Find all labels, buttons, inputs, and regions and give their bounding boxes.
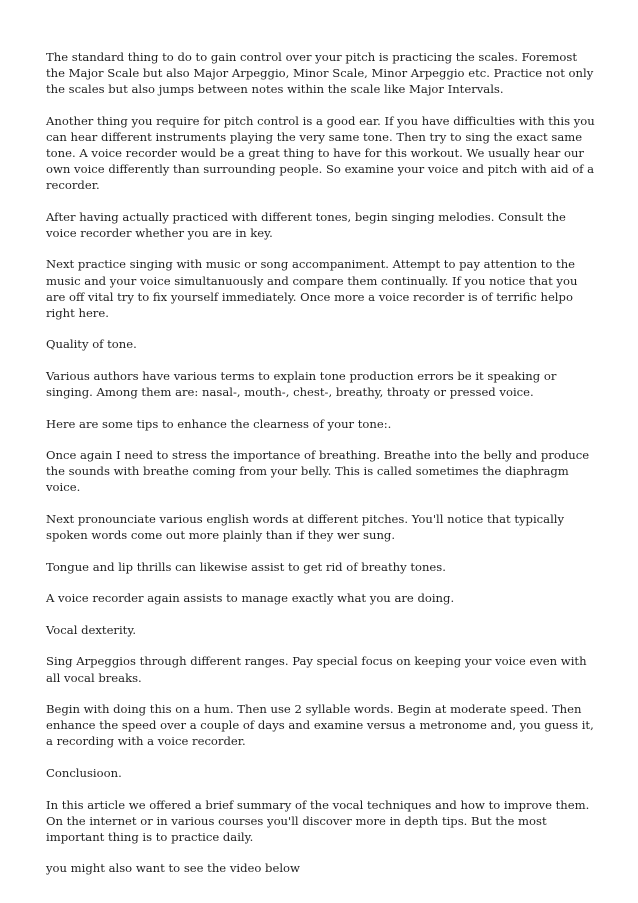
- paragraph-arpeggios: Sing Arpeggios through different ranges. Pay special focus on keeping your voice even with all vocal breaks.: [46, 654, 587, 685]
- paragraph-hum: Begin with doing this on a hum. Then use 2 syllable words. Begin at moderate speed. Then enhance the speed over a couple of days and examine versus a metronome and, you guess it, a recording with a voice recorder.: [46, 702, 594, 749]
- paragraph-tone-errors: Various authors have various terms to explain tone production errors be it speaking or singing. Among them are: nasal-, mouth-, chest-, breathy, throaty or pressed voice.: [46, 368, 557, 399]
- paragraph-scales: The standard thing to do to gain control over your pitch is practicing the scales. Foremost the Major Scale but also Major Arpeggio, Minor Scale, Minor Arpeggio etc. Practice not only the scales but also jumps between notes within the scale like Major Intervals.: [46, 50, 594, 97]
- paragraph-melodies: After having actually practiced with different tones, begin singing melodies. Consult the voice recorder whether you are in key.: [46, 209, 566, 240]
- heading-conclusion: Conclusioon.: [46, 765, 122, 780]
- paragraph-summary: In this article we offered a brief summary of the vocal techniques and how to improve them. On the internet or in various courses you'll discover more in depth tips. But the most important thing is to practice daily.: [46, 797, 590, 844]
- paragraph-pronounciate: Next pronounciate various english words at different pitches. You'll notice that typically spoken words come out more plainly than if they wer sung.: [46, 511, 565, 543]
- heading-quality-of-tone: Quality of tone.: [46, 337, 137, 352]
- paragraph-tips-intro: Here are some tips to enhance the clearness of your tone:.: [46, 416, 392, 431]
- paragraph-accompaniment: Next practice singing with music or song accompaniment. Attempt to pay attention to the music and your voice simultanuously and compare them continually. If you notice that you are off vital try to fix yourself immediately. Once more a voice recorder is of terrific helpo right here.: [46, 257, 578, 320]
- paragraph-breathing: Once again I need to stress the importance of breathing. Breathe into the belly and produce the sounds with breathe coming from your belly. This is called sometimes the diaphragm voice.: [46, 448, 590, 495]
- document-body: [46, 49, 596, 892]
- paragraph-video-link: you might also want to see the video below: [46, 861, 300, 876]
- paragraph-good-ear: Another thing you require for pitch control is a good ear. If you have difficulties with this you can hear different instruments playing the very same tone. Then try to sing the exact same tone. A voice recorder would be a great thing to have for this workout. We usually hear our own voice differently than surrounding people. So examine your voice and pitch with aid of a recorder.: [46, 113, 595, 193]
- paragraph-voice-recorder: A voice recorder again assists to manage exactly what you are doing.: [46, 591, 455, 606]
- heading-vocal-dexterity: Vocal dexterity.: [46, 622, 137, 637]
- paragraph-lip-thrills: Tongue and lip thrills can likewise assist to get rid of breathy tones.: [46, 559, 446, 574]
